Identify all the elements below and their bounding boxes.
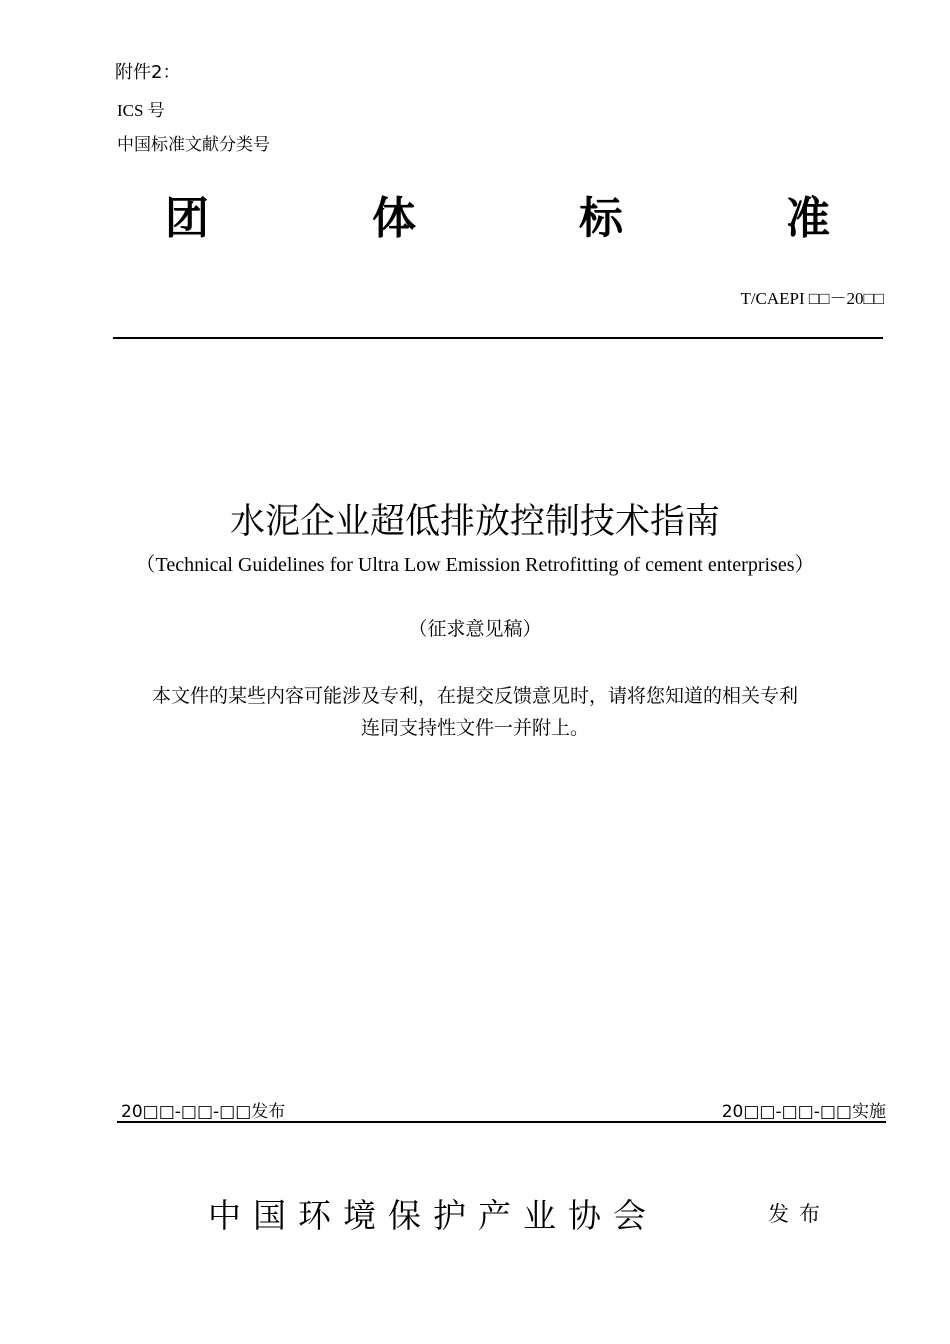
draft-status: （征求意见稿） — [408, 619, 542, 640]
attachment-label: 附件2： — [115, 62, 181, 83]
group-standard-title — [165, 182, 830, 246]
publish-date: 20□□-□□-□□发布 — [121, 1102, 286, 1122]
document-title: 水泥企业超低排放控制技术指南 — [229, 502, 720, 542]
patent-notice-line-1: 本文件的某些内容可能涉及专利，在提交反馈意见时，请将您知道的相关专利 — [151, 686, 798, 707]
standard-code: T/CAEPI □□－20□□ — [740, 289, 884, 308]
patent-notice-line-2: 连同支持性文件一并附上。 — [360, 718, 589, 739]
group-title-char-4: 准 — [786, 193, 830, 244]
effective-date: 20□□-□□-□□实施 — [721, 1102, 886, 1122]
ccs-classification-label: 中国标准文献分类号 — [117, 135, 270, 155]
issue-label: 发布 — [768, 1202, 830, 1226]
issuing-organization: 中国环境保护产业协会 — [208, 1199, 658, 1235]
english-title: （Technical Guidelines for Ultra Low Emission Retrofitting of cement enterprises） — [135, 554, 815, 576]
bottom-divider — [117, 1121, 886, 1123]
ics-number-label: ICS 号 — [117, 101, 165, 120]
group-title-char-2: 体 — [372, 193, 416, 244]
group-title-char-1: 团 — [165, 193, 209, 244]
top-divider — [113, 337, 883, 339]
group-title-char-3: 标 — [579, 193, 623, 244]
